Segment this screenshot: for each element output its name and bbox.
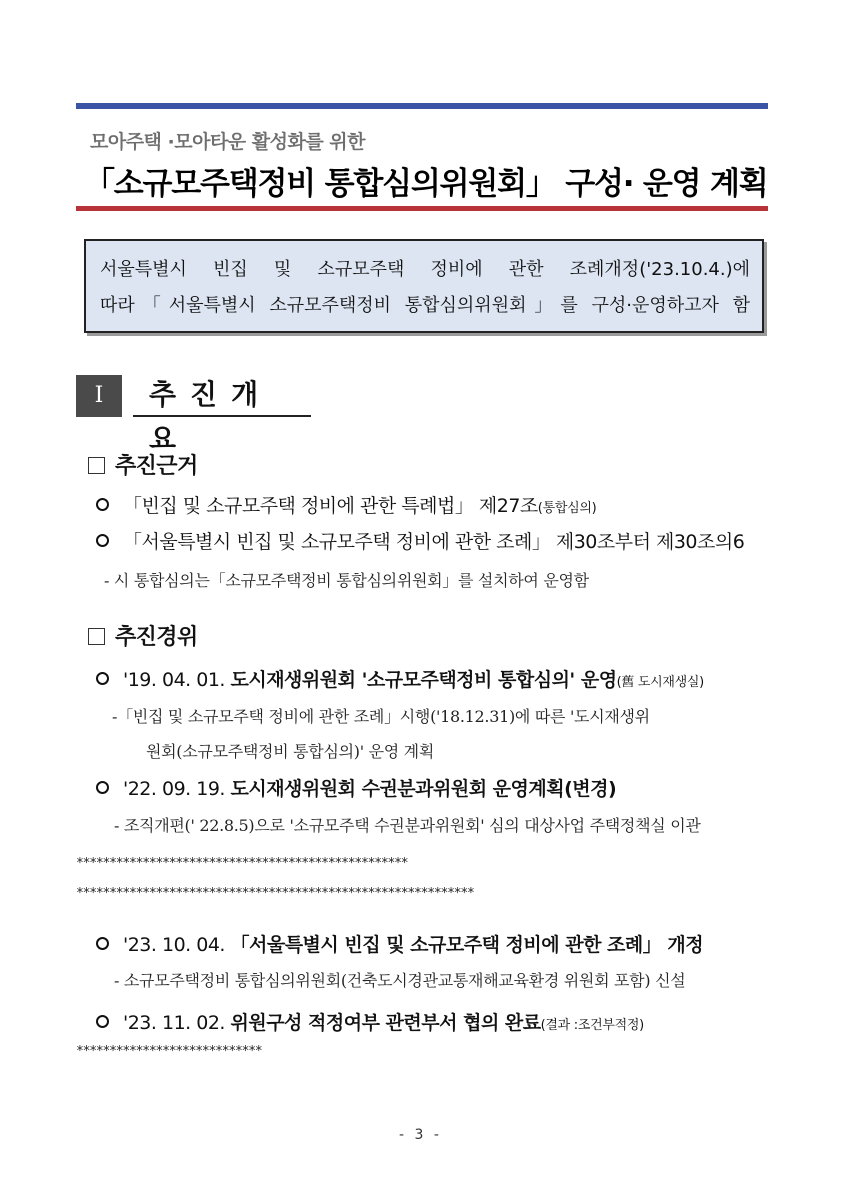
history-item-4-text: 위원구성 적정여부 관련부서 협의 완료 <box>230 1012 541 1034</box>
circle-bullet-icon <box>96 1015 109 1028</box>
history-item-3-sub: - 소규모주택정비 통합심의위원회(건축도시경관교통재해교육환경 위원회 포함) 신설 <box>114 971 686 990</box>
history-item-2-sub: - 조직개편(' 22.8.5)으로 '소규모주택 수권분과위원회' 심의 대상사업 주택정책실 이관 <box>114 816 701 835</box>
circle-bullet-icon <box>96 937 109 950</box>
checkbox-square-icon <box>88 457 105 474</box>
document-subtitle: 모아주택 ·모아타운 활성화를 위한 <box>90 131 366 153</box>
history-item-3 <box>96 930 703 957</box>
summary-box <box>84 239 764 333</box>
circle-bullet-icon <box>96 498 109 511</box>
masked-line-3: **************************** <box>76 1044 262 1059</box>
circle-bullet-icon <box>96 781 109 794</box>
circle-bullet-icon <box>96 534 109 547</box>
circle-bullet-icon <box>96 672 109 685</box>
masked-line-2: ************************************************************ <box>76 886 474 901</box>
basis-item-1-text: 「빈집 및 소규모주택 정비에 관한 특례법」 제27조 <box>123 495 538 517</box>
summary-line-1: 서울특별시 빈집 및 소규모주택 정비에 관한 조례개정('23.10.4.)에 <box>100 259 750 280</box>
basis-item-1-note: (통합심의) <box>537 501 597 516</box>
history-item-4-note: (결과 :조건부적정) <box>540 1018 644 1033</box>
history-item-2 <box>96 774 616 801</box>
basis-item-2-text: 「서울특별시 빈집 및 소규모주택 정비에 관한 조례」 제30조부터 제30조의6 <box>123 531 745 553</box>
basis-sub-item: - 시 통합심의는「소규모주택정비 통합심의위원회」를 설치하여 운영함 <box>104 571 589 590</box>
masked-line-1: ************************************************** <box>76 856 408 871</box>
history-item-2-date: '22. 09. 19. <box>123 778 225 800</box>
history-item-1-sub-line-2: 원회(소규모주택정비 통합심의)' 운영 계획 <box>146 742 434 761</box>
document-title: 「소규모주택정비 통합심의위원회」 구성· 운영 계획 <box>84 166 768 202</box>
history-item-2-text: 도시재생위원회 수권분과위원회 운영계획(변경) <box>230 778 617 800</box>
history-item-1-date: '19. 04. 01. <box>123 669 225 691</box>
history-item-3-date: '23. 10. 04. <box>123 934 225 956</box>
section-title: 추진개요 <box>133 373 311 417</box>
history-item-4-date: '23. 11. 02. <box>123 1012 225 1034</box>
section-number: Ⅰ <box>76 375 122 417</box>
history-item-1-sub-line-1: -「빈집 및 소규모주택 정비에 관한 조례」시행('18.12.31)에 따른 '도시재생위 <box>112 707 650 726</box>
basis-item-1 <box>96 491 596 518</box>
history-item-1-text: 도시재생위원회 '소규모주택정비 통합심의' 운영 <box>230 669 617 691</box>
summary-line-2: 따라「서울특별시 소규모주택정비 통합심의위원회」를 구성·운영하고자 함 <box>100 295 750 316</box>
top-blue-rule <box>76 103 768 109</box>
basis-heading <box>88 449 198 480</box>
history-heading <box>88 620 198 651</box>
checkbox-square-icon <box>88 628 105 645</box>
history-item-1-note: (舊 도시재생실) <box>616 675 704 690</box>
history-item-1 <box>96 665 704 692</box>
history-heading-label: 추진경위 <box>115 625 198 650</box>
title-red-rule <box>76 206 768 211</box>
basis-item-2 <box>96 527 744 554</box>
page-number: - 3 - <box>399 1127 442 1143</box>
history-item-3-text: 「서울특별시 빈집 및 소규모주택 정비에 관한 조례」 개정 <box>230 934 704 956</box>
history-item-4 <box>96 1008 644 1035</box>
basis-heading-label: 추진근거 <box>115 454 198 479</box>
